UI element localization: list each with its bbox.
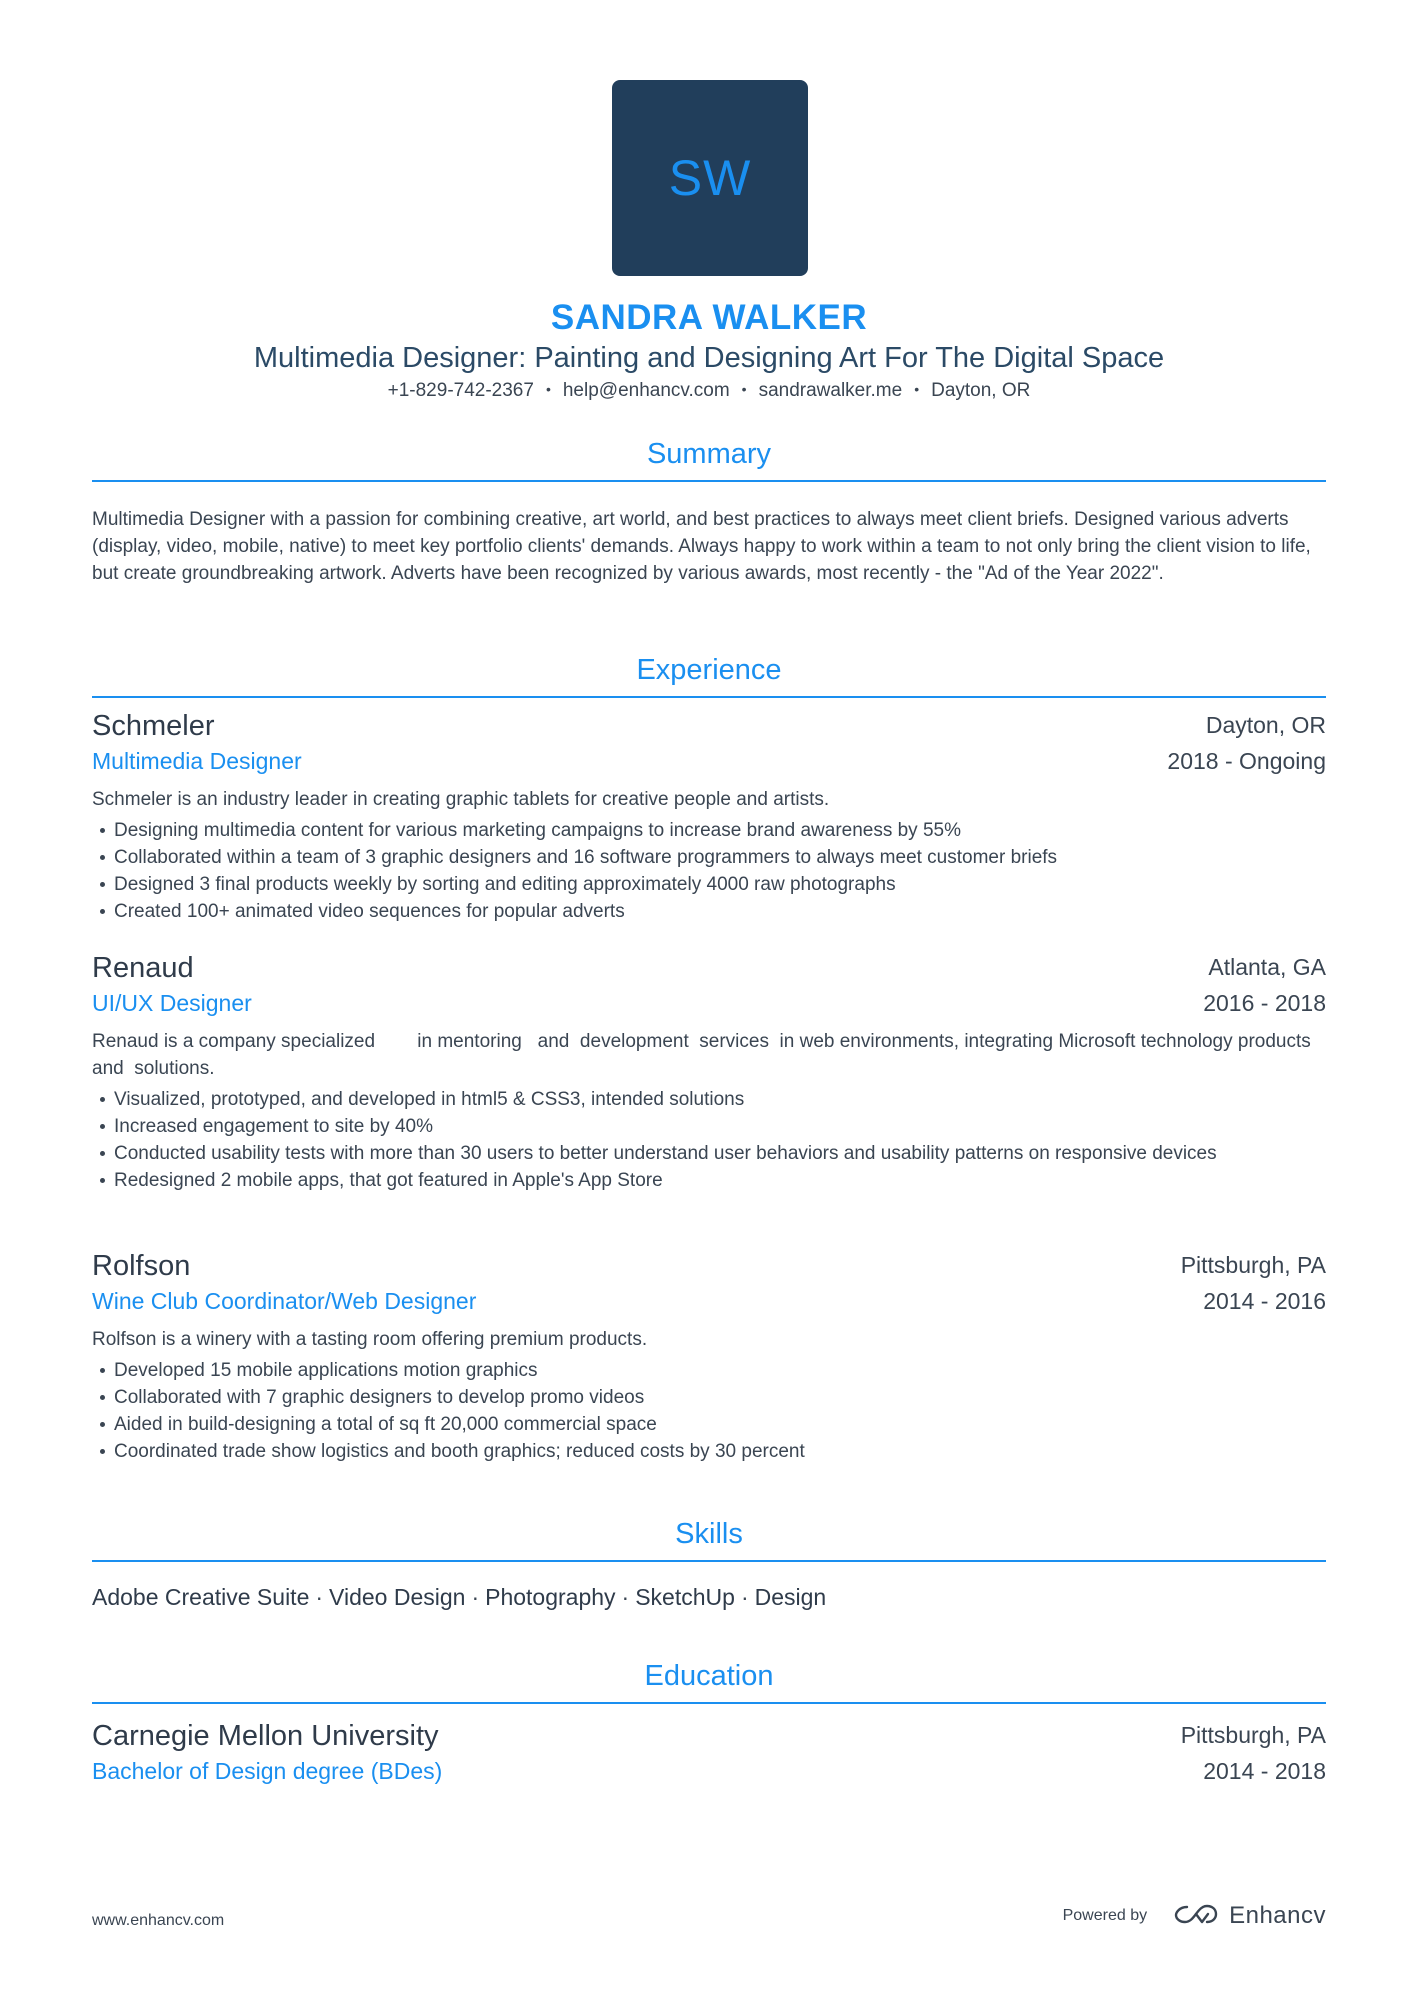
- skills-list: [92, 1584, 826, 1611]
- brand-name: Enhancv: [1229, 1902, 1326, 1929]
- skill-item: SketchUp: [635, 1584, 735, 1610]
- resume-page: [92, 0, 1338, 1995]
- candidate-name: SANDRA WALKER: [550, 298, 868, 337]
- section-title-education: Education: [644, 1660, 774, 1692]
- contact-location: Dayton, OR: [931, 380, 1031, 401]
- company-description: Rolfson is a winery with a tasting room offering premium products.: [92, 1329, 648, 1350]
- achievement-list: [92, 817, 1326, 925]
- company-name: Schmeler: [92, 710, 215, 742]
- skill-item: Design: [754, 1584, 827, 1610]
- job-dates: 2018 - Ongoing: [1167, 748, 1326, 774]
- experience-header: [92, 710, 1326, 746]
- contact-line: [92, 380, 1326, 402]
- section-title-summary: Summary: [646, 438, 772, 470]
- experience-entry: [92, 710, 1326, 925]
- enhancv-logo-icon: [1173, 1903, 1219, 1930]
- skill-separator: ·: [471, 1584, 480, 1610]
- company-name: Renaud: [92, 952, 194, 984]
- skill-separator: ·: [740, 1584, 749, 1610]
- skill-item: Photography: [485, 1584, 616, 1610]
- education-entry: [92, 1720, 1326, 1792]
- achievement-list: [92, 1086, 1326, 1194]
- experience-entry: [92, 952, 1338, 1194]
- job-title: Multimedia Designer: [92, 748, 302, 774]
- footer-branding: [1063, 1902, 1326, 1930]
- job-dates: 2014 - 2016: [1203, 1288, 1326, 1314]
- company-description: Renaud is a company specialized in mentoring and development services in web environments, integrating Microsoft technology products and solutions.: [92, 1031, 1338, 1079]
- experience-entry: [92, 1250, 1326, 1465]
- experience-header: [92, 952, 1326, 988]
- school-location: Pittsburgh, PA: [1180, 1722, 1326, 1748]
- education-subheader: [92, 1756, 1326, 1792]
- contact-separator: •: [741, 381, 747, 397]
- job-title: Wine Club Coordinator/Web Designer: [92, 1288, 477, 1314]
- experience-subheader: [92, 746, 1326, 782]
- achievement-item: Created 100+ animated video sequences for popular adverts: [92, 898, 1326, 925]
- section-divider: [92, 480, 1326, 482]
- contact-website[interactable]: sandrawalker.me: [758, 380, 903, 401]
- summary-text: Multimedia Designer with a passion for combining creative, art world, and best practices to always meet client briefs. Designed various adverts (display, video, mobile, native) to meet key portfolio clients' demands. Always happy to work within a team to not only bring the client vision to life, but create groundbreaking artwork. Adverts have been recognized by various awards, most recently - the "Ad of the Year 2022".: [92, 509, 1311, 584]
- footer-website[interactable]: www.enhancv.com: [92, 1912, 225, 1929]
- candidate-headline: Multimedia Designer: Painting and Designing Art For The Digital Space: [253, 342, 1165, 374]
- achievement-item: Developed 15 mobile applications motion graphics: [92, 1357, 1326, 1384]
- section-divider: [92, 1560, 1326, 1562]
- achievement-item: Redesigned 2 mobile apps, that got featured in Apple's App Store: [92, 1167, 1326, 1194]
- skill-item: Video Design: [329, 1584, 466, 1610]
- achievement-item: Designed 3 final products weekly by sorting and editing approximately 4000 raw photographs: [92, 871, 1326, 898]
- achievement-list: [92, 1357, 1326, 1465]
- school-name: Carnegie Mellon University: [92, 1720, 439, 1752]
- section-title-experience: Experience: [636, 654, 782, 686]
- achievement-item: Designing multimedia content for various marketing campaigns to increase brand awareness by 55%: [92, 817, 1326, 844]
- skill-separator: ·: [621, 1584, 630, 1610]
- powered-by-label: Powered by: [1062, 1907, 1148, 1924]
- contact-phone: +1-829-742-2367: [387, 380, 534, 401]
- achievement-item: Collaborated within a team of 3 graphic designers and 16 software programmers to always meet customer briefs: [92, 844, 1326, 871]
- achievement-item: Visualized, prototyped, and developed in html5 & CSS3, intended solutions: [92, 1086, 1326, 1113]
- section-divider: [92, 696, 1326, 698]
- experience-subheader: [92, 988, 1326, 1024]
- section-divider: [92, 1702, 1326, 1704]
- job-location: Dayton, OR: [1205, 712, 1326, 738]
- achievement-item: Coordinated trade show logistics and booth graphics; reduced costs by 30 percent: [92, 1438, 1326, 1465]
- education-header: [92, 1720, 1326, 1756]
- avatar-initials: SW: [668, 150, 752, 206]
- job-dates: 2016 - 2018: [1203, 990, 1326, 1016]
- skill-separator: ·: [315, 1584, 324, 1610]
- degree-name: Bachelor of Design degree (BDes): [92, 1758, 443, 1784]
- achievement-item: Collaborated with 7 graphic designers to develop promo videos: [92, 1384, 1326, 1411]
- section-title-skills: Skills: [675, 1518, 743, 1550]
- achievement-item: Increased engagement to site by 40%: [92, 1113, 1326, 1140]
- skill-item: Adobe Creative Suite: [92, 1584, 310, 1610]
- contact-separator: •: [914, 381, 920, 397]
- contact-separator: •: [545, 381, 551, 397]
- experience-subheader: [92, 1286, 1326, 1322]
- experience-header: [92, 1250, 1326, 1286]
- contact-email[interactable]: help@enhancv.com: [562, 380, 730, 401]
- achievement-item: Aided in build-designing a total of sq ft 20,000 commercial space: [92, 1411, 1326, 1438]
- job-location: Pittsburgh, PA: [1180, 1252, 1326, 1278]
- company-name: Rolfson: [92, 1250, 191, 1282]
- job-title: UI/UX Designer: [92, 990, 252, 1016]
- job-location: Atlanta, GA: [1208, 954, 1326, 980]
- avatar: [612, 80, 808, 276]
- achievement-item: Conducted usability tests with more than 30 users to better understand user behaviors and usability patterns on responsive devices: [92, 1140, 1326, 1167]
- education-dates: 2014 - 2018: [1203, 1758, 1326, 1784]
- company-description: Schmeler is an industry leader in creating graphic tablets for creative people and artists.: [92, 789, 830, 810]
